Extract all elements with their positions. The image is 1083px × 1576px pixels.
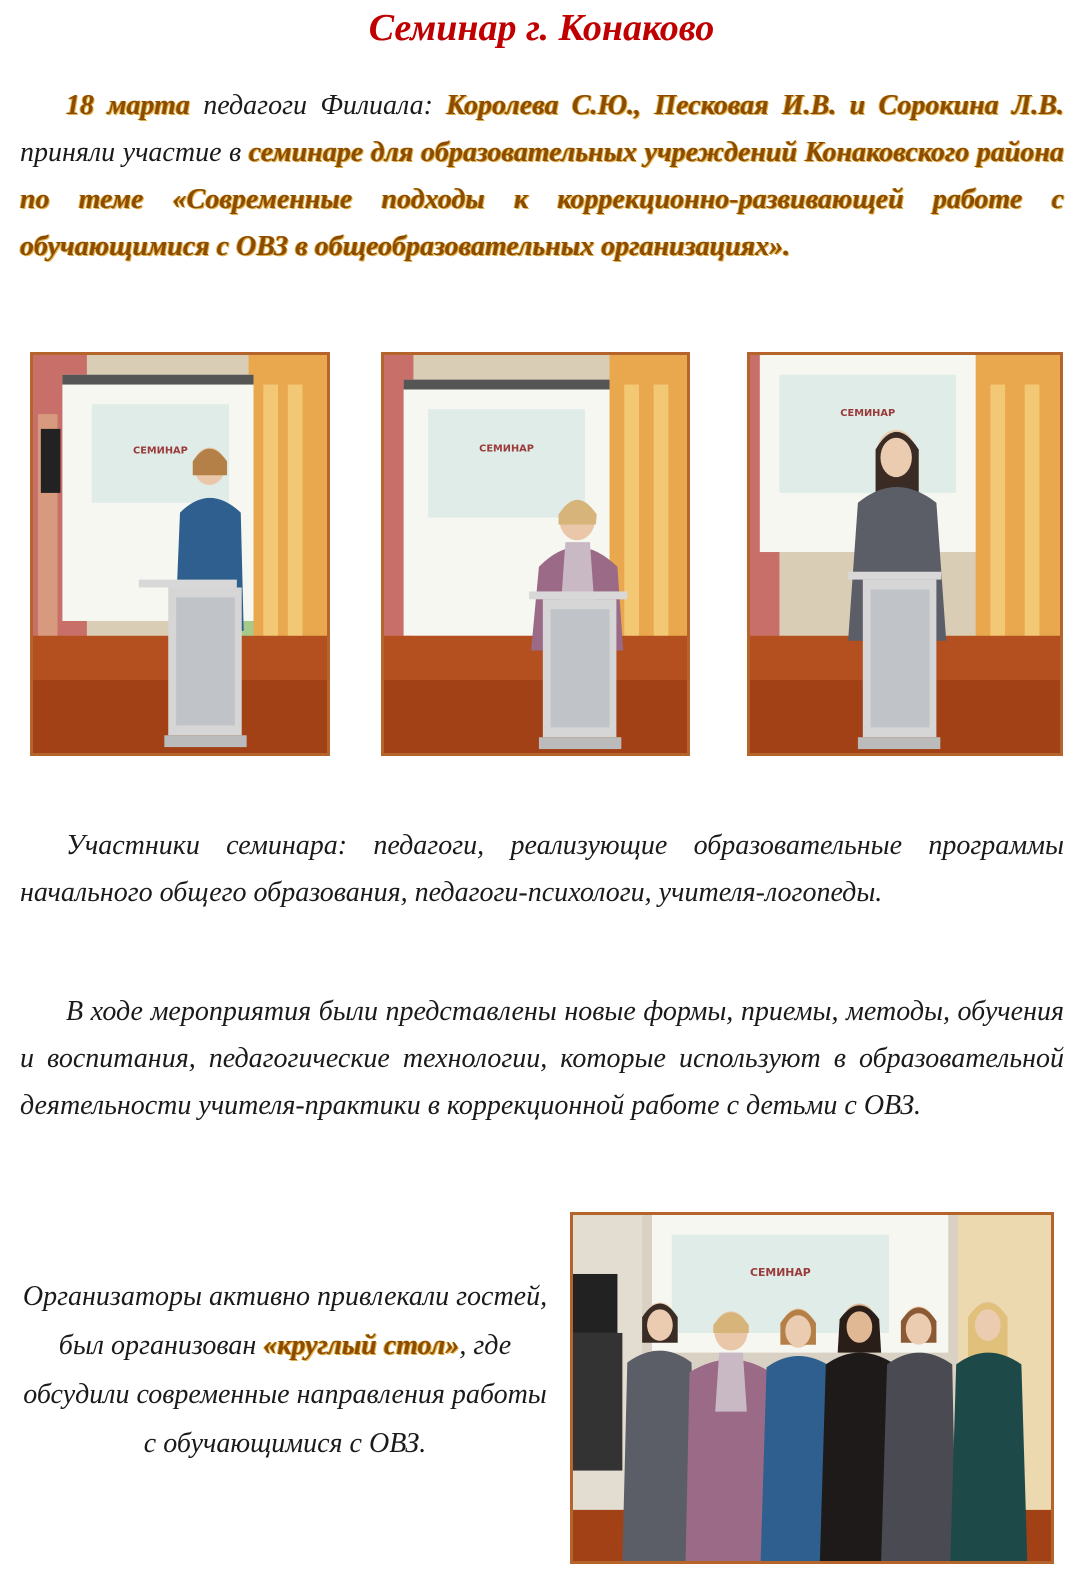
photo-speaker-2 [381, 352, 690, 756]
slide-title: СЕМИНАР [750, 1265, 811, 1279]
slide-title: СЕМИНАР [133, 445, 188, 457]
intro-paragraph: 18 марта педагоги Филиала: Королева С.Ю., Песковая И.В. и Сорокина Л.В. приняли участие в семинаре для образовательных учреждений Конаковского района по теме «Современные подходы к коррекционно-развивающей работе с обучающимися с ОВЗ в общеобразовательных организациях». [20, 90, 1065, 262]
round-table-text: Организаторы активно привлекали гостей, был организован «круглый стол», где обсудили современные направления работы с обучающимися с ОВЗ. [22, 1281, 548, 1459]
seminar-topic: семинаре для образовательных учреждений Конаковского района по теме «Современные подходы к коррекционно-развивающей работе с обучающимися с ОВЗ в общеобразовательных организациях» [20, 137, 1064, 262]
event-details-paragraph: В ходе мероприятия были представлены новые формы, приемы, методы, обучения и воспитания, педагогические технологии, которые используют в образовательной деятельности учителя-практики в коррекционной работе с детьми с ОВЗ. [20, 996, 1064, 1121]
photo-speaker-3 [747, 352, 1063, 756]
teacher-names: Королева С.Ю., Песковая И.В. и Сорокина Л.В. [446, 90, 1065, 121]
participants-paragraph: Участники семинара: педагоги, реализующие образовательные программы начального общего образования, педагоги-психологи, учителя-логопеды. [20, 830, 1064, 908]
photo-speaker-1 [30, 352, 330, 756]
photo-group [570, 1212, 1054, 1564]
round-table-highlight: «круглый стол» [263, 1330, 460, 1361]
page-title: Семинар г. Конаково [368, 7, 715, 49]
slide-title: СЕМИНАР [840, 408, 896, 420]
event-date: 18 марта [66, 90, 190, 121]
slide-title: СЕМИНАР [479, 443, 534, 455]
